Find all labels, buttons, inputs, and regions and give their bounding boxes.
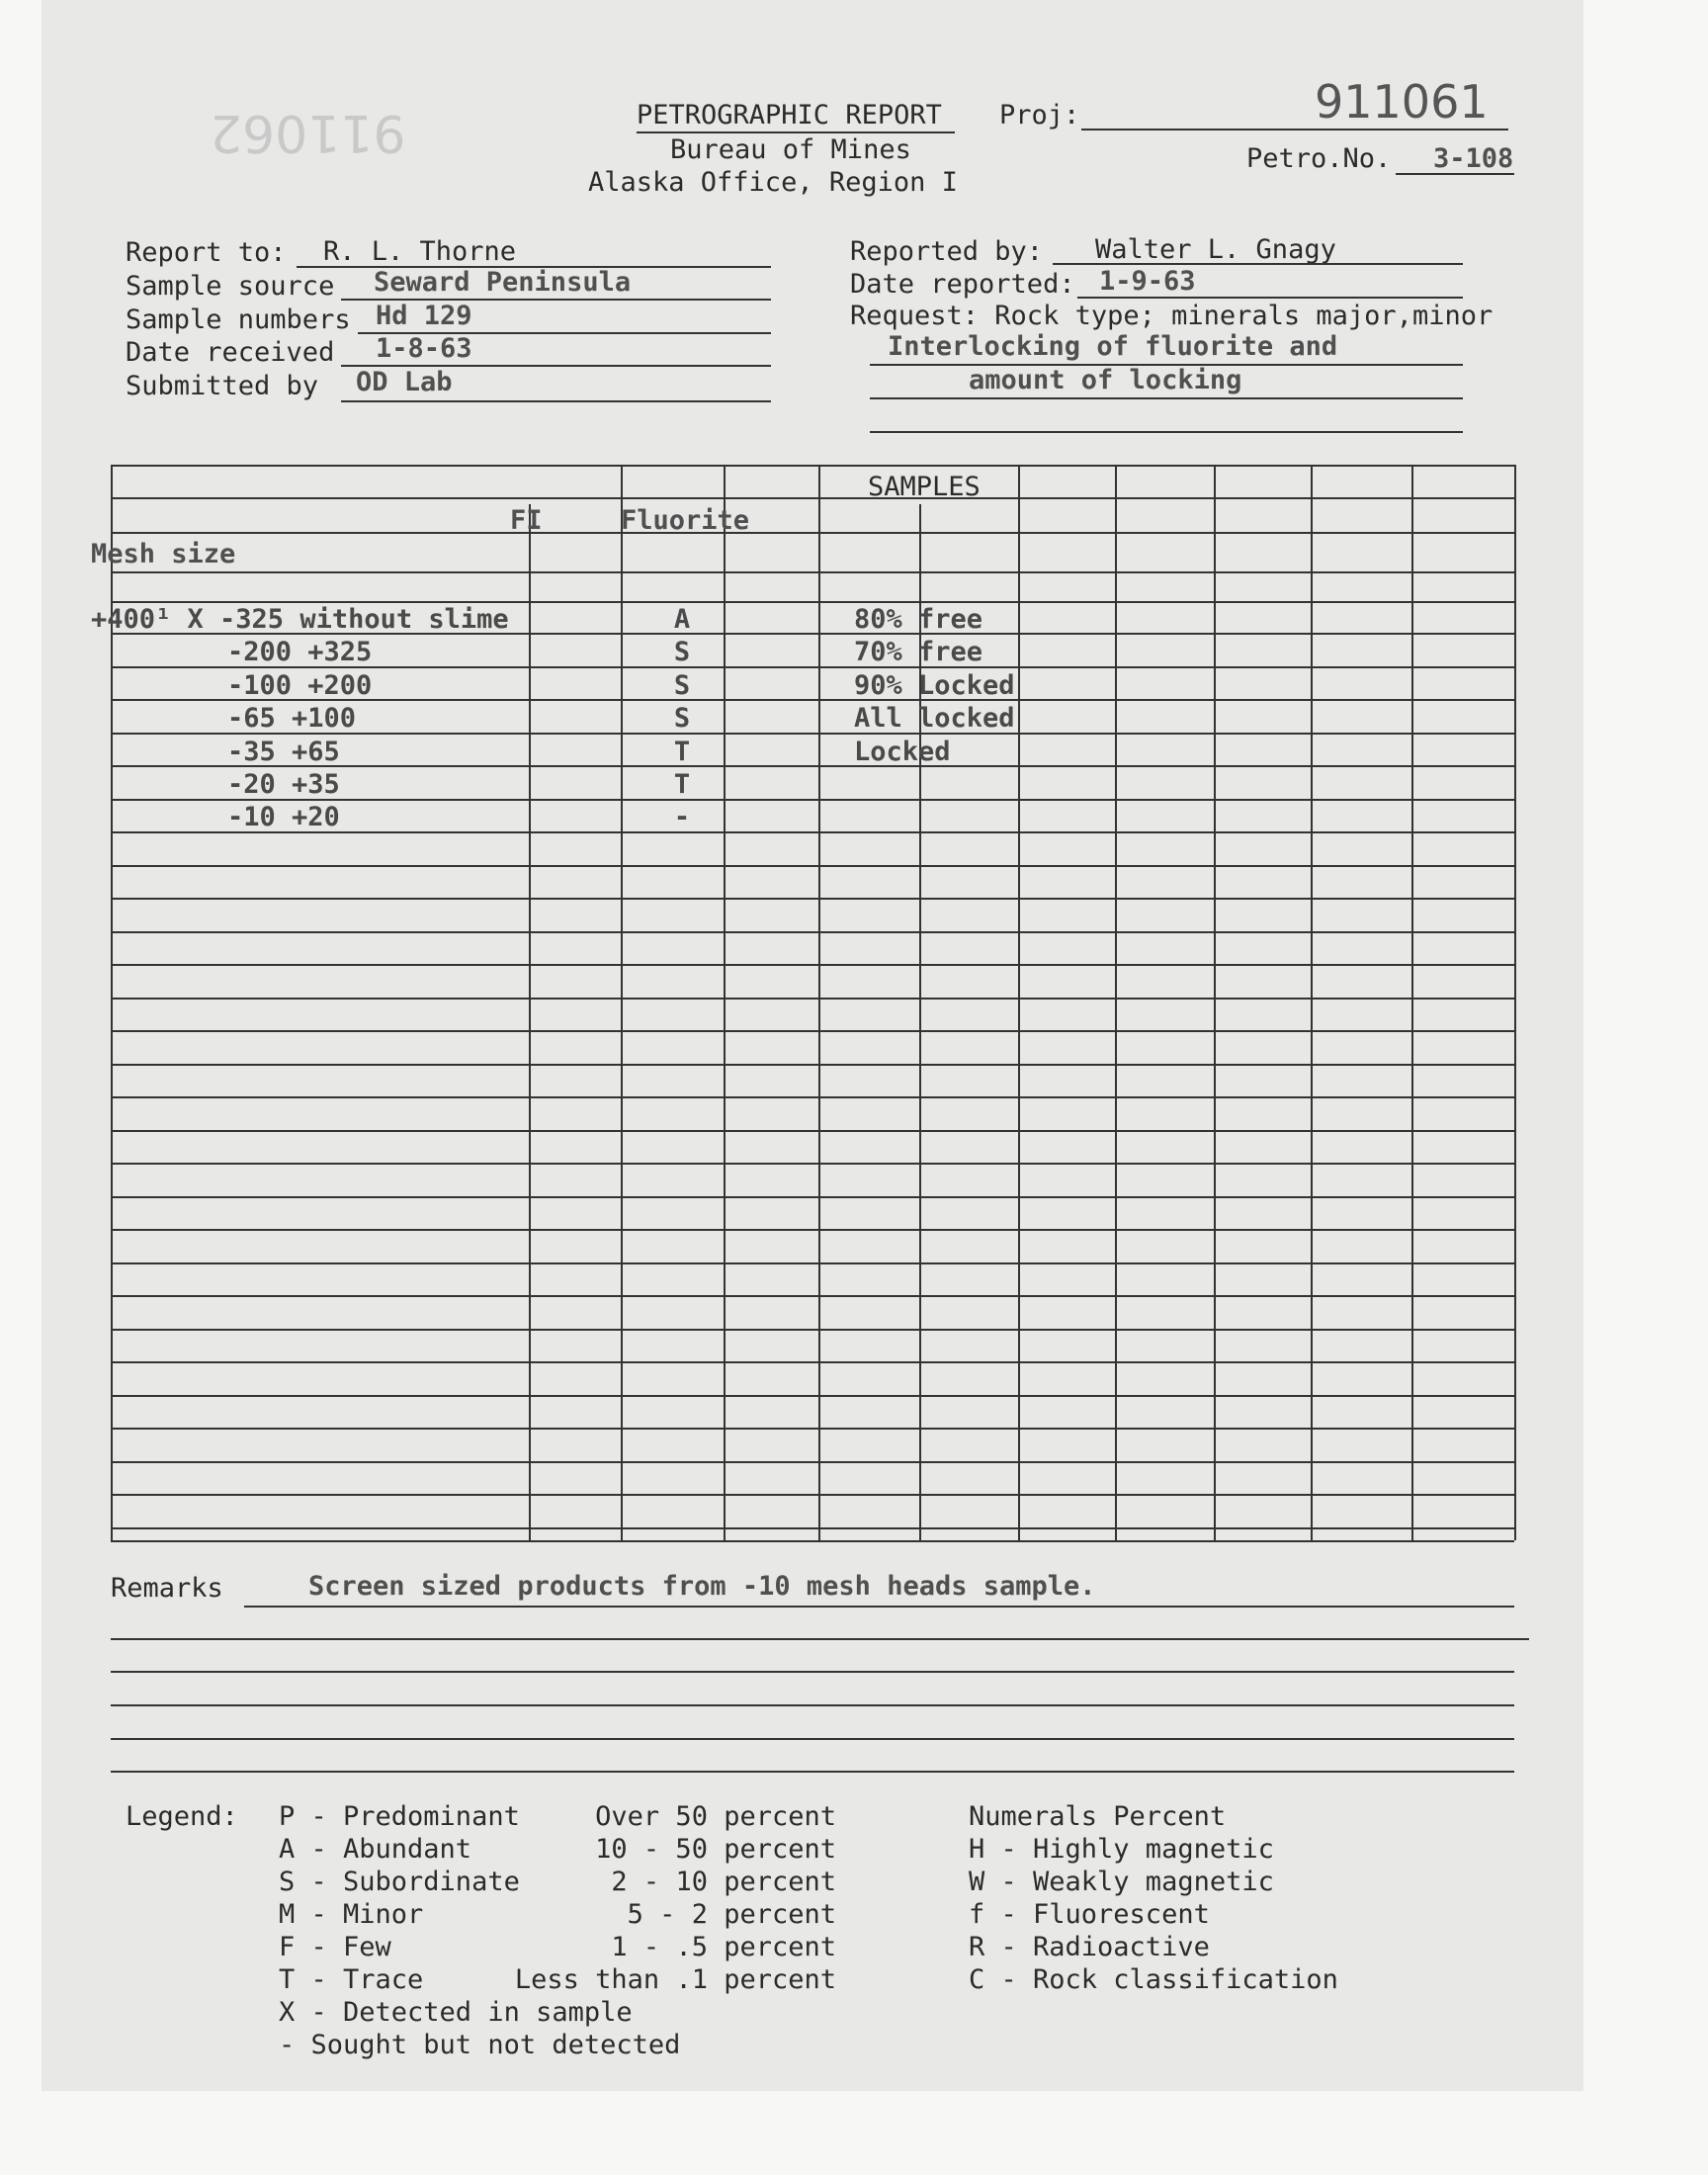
remarks-line-1 bbox=[244, 1606, 1514, 1608]
mesh-size-cell: -10 +20 bbox=[227, 802, 340, 832]
sample-source-value: Seward Peninsula bbox=[374, 267, 632, 298]
legend-code: P - Predominant bbox=[279, 1801, 520, 1832]
reported-by-line bbox=[1053, 263, 1463, 265]
table-rule bbox=[111, 865, 1514, 867]
locking-cell: 80% free bbox=[854, 604, 983, 635]
legend-code: T - Trace bbox=[279, 1964, 424, 1995]
legend-numeral-item: R - Radioactive bbox=[969, 1932, 1210, 1962]
legend-range: 2 - 10 percent bbox=[611, 1867, 836, 1897]
fluorite-abundance-cell: S bbox=[673, 670, 691, 701]
legend-range: 10 - 50 percent bbox=[595, 1834, 836, 1865]
request-line-2-rule bbox=[870, 397, 1463, 399]
table-rule bbox=[111, 465, 1514, 467]
legend-range: Over 50 percent bbox=[595, 1801, 836, 1832]
fi-header: FI bbox=[510, 505, 543, 536]
reported-by-value: Walter L. Gnagy bbox=[1095, 234, 1336, 265]
legend-code: F - Few bbox=[279, 1932, 391, 1962]
table-rule bbox=[111, 1461, 1514, 1463]
remarks-line-6 bbox=[111, 1771, 1514, 1773]
locking-cell: All locked bbox=[854, 703, 1015, 734]
locking-cell: 70% free bbox=[854, 637, 983, 667]
remarks-line-3 bbox=[111, 1671, 1514, 1673]
legend-code: A - Abundant bbox=[279, 1834, 472, 1865]
date-reported-label: Date reported: bbox=[850, 269, 1075, 300]
table-rule bbox=[111, 571, 1514, 573]
table-rule bbox=[111, 1229, 1514, 1231]
sample-numbers-label: Sample numbers bbox=[126, 304, 351, 335]
sample-numbers-value: Hd 129 bbox=[376, 301, 472, 331]
report-title: PETROGRAPHIC REPORT bbox=[637, 100, 942, 130]
table-column-rule bbox=[621, 465, 623, 1540]
remarks-line-4 bbox=[111, 1704, 1514, 1706]
locking-cell: Locked bbox=[854, 737, 951, 767]
table-rule bbox=[111, 1130, 1514, 1132]
legend-code: X - Detected in sample bbox=[279, 1997, 633, 2028]
fluorite-abundance-cell: S bbox=[673, 703, 691, 734]
table-rule bbox=[111, 1096, 1514, 1098]
table-column-rule bbox=[529, 504, 531, 1540]
proj-label: Proj: bbox=[999, 100, 1080, 130]
remarks-line-5 bbox=[111, 1738, 1514, 1740]
proj-number-stamp: 911061 bbox=[1315, 75, 1489, 129]
legend-numeral-item: W - Weakly magnetic bbox=[969, 1867, 1274, 1897]
table-rule bbox=[111, 601, 1514, 603]
submitted-by-value: OD Lab bbox=[356, 367, 453, 397]
mesh-size-cell: -65 +100 bbox=[227, 703, 357, 734]
request-line-1: Interlocking of fluorite and bbox=[888, 331, 1338, 362]
submitted-by-line bbox=[341, 400, 771, 402]
table-rule bbox=[111, 1395, 1514, 1397]
bureau-name: Bureau of Mines bbox=[670, 134, 911, 165]
date-received-value: 1-8-63 bbox=[376, 333, 472, 364]
legend-numeral-item: C - Rock classification bbox=[969, 1964, 1338, 1995]
submitted-by-label: Submitted by bbox=[126, 371, 319, 401]
report-to-value: R. L. Thorne bbox=[323, 236, 517, 267]
report-to-label: Report to: bbox=[126, 237, 287, 268]
sample-source-label: Sample source bbox=[126, 271, 335, 302]
mesh-size-cell: +400¹ X -325 without slime bbox=[91, 604, 509, 635]
samples-header: SAMPLES bbox=[868, 472, 981, 502]
table-rule bbox=[111, 1064, 1514, 1066]
request-line-3-rule bbox=[870, 431, 1463, 433]
legend-numeral-item: f - Fluorescent bbox=[969, 1899, 1210, 1930]
table-column-rule bbox=[1018, 465, 1020, 1540]
mesh-size-cell: -20 +35 bbox=[227, 769, 340, 800]
fluorite-abundance-cell: A bbox=[673, 604, 691, 635]
mesh-size-cell: -35 +65 bbox=[227, 737, 340, 767]
remarks-text: Screen sized products from -10 mesh heads sample. bbox=[308, 1571, 1096, 1602]
remarks-label: Remarks bbox=[111, 1573, 223, 1604]
proj-line bbox=[1081, 129, 1508, 130]
request-line-2: amount of locking bbox=[969, 365, 1242, 395]
legend-code: M - Minor bbox=[279, 1899, 424, 1930]
remarks-line-2 bbox=[111, 1638, 1529, 1640]
date-reported-value: 1-9-63 bbox=[1099, 266, 1196, 297]
table-rule bbox=[111, 1361, 1514, 1363]
legend-range: Less than .1 percent bbox=[514, 1964, 836, 1995]
mesh-size-cell: -200 +325 bbox=[227, 637, 373, 667]
legend-range: 1 - .5 percent bbox=[611, 1932, 836, 1962]
table-rule bbox=[111, 1295, 1514, 1297]
table-rule bbox=[111, 497, 1514, 499]
table-column-rule bbox=[1214, 465, 1216, 1540]
table-rule bbox=[111, 1196, 1514, 1198]
petro-no-label: Petro.No. bbox=[1246, 143, 1392, 174]
table-column-rule bbox=[1115, 465, 1117, 1540]
table-rule bbox=[111, 998, 1514, 1000]
table-rule bbox=[111, 532, 1514, 534]
table-column-rule bbox=[724, 465, 726, 1540]
table-rule bbox=[111, 964, 1514, 966]
locking-cell: 90% Locked bbox=[854, 670, 1015, 701]
petro-no-value: 3-108 bbox=[1433, 143, 1514, 174]
legend-label: Legend: bbox=[126, 1801, 238, 1832]
fluorite-abundance-cell: - bbox=[673, 802, 691, 832]
legend-range: 5 - 2 percent bbox=[627, 1899, 836, 1930]
request-label: Request: Rock type; minerals major,minor bbox=[850, 301, 1494, 331]
title-underline bbox=[637, 131, 955, 133]
legend-numeral-item: H - Highly magnetic bbox=[969, 1834, 1274, 1865]
table-rule bbox=[111, 1030, 1514, 1032]
office-name: Alaska Office, Region I bbox=[588, 167, 958, 198]
table-column-rule bbox=[1311, 465, 1313, 1540]
fluorite-abundance-cell: T bbox=[673, 769, 691, 800]
table-rule bbox=[111, 1329, 1514, 1331]
mesh-size-label: Mesh size bbox=[91, 539, 236, 569]
table-rule bbox=[111, 1163, 1514, 1165]
legend-code: - Sought but not detected bbox=[279, 2030, 681, 2060]
table-column-rule bbox=[1411, 465, 1413, 1540]
mesh-size-cell: -100 +200 bbox=[227, 670, 373, 701]
date-reported-line bbox=[1077, 297, 1463, 299]
table-rule bbox=[111, 931, 1514, 933]
table-rule bbox=[111, 898, 1514, 900]
table-rule bbox=[111, 1494, 1514, 1496]
table-column-rule bbox=[1514, 465, 1516, 1540]
date-received-label: Date received bbox=[126, 337, 335, 368]
table-rule bbox=[111, 1540, 1514, 1542]
table-rule bbox=[111, 1428, 1514, 1430]
fluorite-header: Fluorite bbox=[621, 505, 750, 536]
legend-code: S - Subordinate bbox=[279, 1867, 520, 1897]
legend-numeral-item: Numerals Percent bbox=[969, 1801, 1227, 1832]
fluorite-abundance-cell: T bbox=[673, 737, 691, 767]
ghost-stamp-number: 911062 bbox=[210, 103, 406, 162]
table-rule bbox=[111, 1262, 1514, 1264]
petro-no-line bbox=[1396, 173, 1514, 175]
fluorite-abundance-cell: S bbox=[673, 637, 691, 667]
table-column-rule bbox=[818, 465, 820, 1540]
table-rule bbox=[111, 1527, 1514, 1529]
reported-by-label: Reported by: bbox=[850, 236, 1044, 267]
